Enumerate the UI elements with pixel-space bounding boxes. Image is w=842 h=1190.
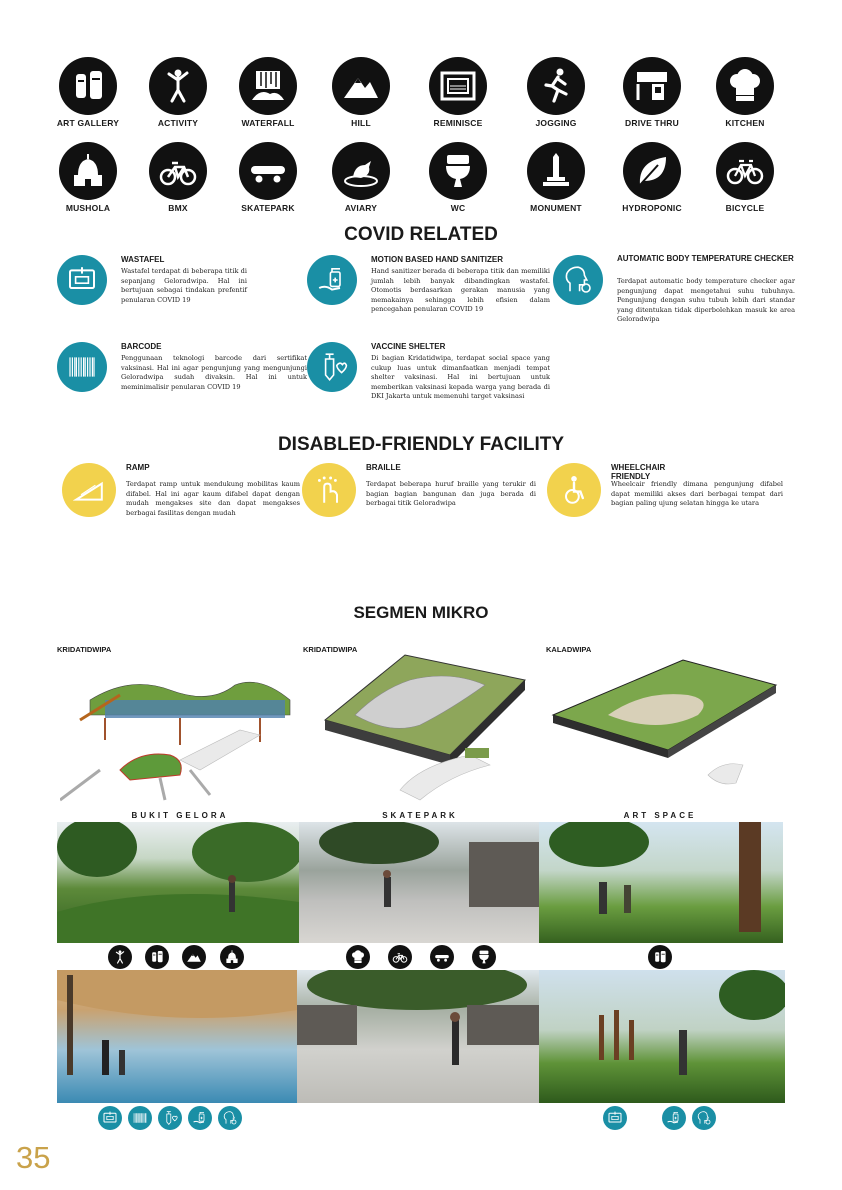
barcode-icon [57, 342, 107, 392]
facility-icon-kitchen [700, 57, 790, 128]
render-bukit-gelora-2 [57, 970, 297, 1103]
mosque-icon [220, 945, 244, 969]
covid-item-title: WASTAFEL [121, 255, 165, 264]
bmx-icon [149, 142, 207, 200]
sanitizer-icon [307, 255, 357, 305]
thermo-face-icon [692, 1106, 716, 1130]
covid-item-text: Penggunaan teknologi barcode dari sertifikat vaksinasi. Hal ini agar pengunjung yang mengunjungi Geloradwipa sudah divaksin. Hal ini untuk meminimalisir penularan COVID 19 [121, 354, 307, 391]
facility-icon-activity [133, 57, 223, 128]
render-skatepark-2 [297, 970, 539, 1103]
facility-icon-mushola [43, 142, 133, 213]
thermo-face-icon [218, 1106, 242, 1130]
facility-icon-label: AVIARY [344, 203, 378, 213]
facility-icon-jogging [511, 57, 601, 128]
axonometric-skatepark [300, 650, 540, 810]
render-art-space-1 [539, 822, 783, 943]
disabled-item-title: WHEELCHAIR FRIENDLY [611, 463, 666, 481]
frame-icon [429, 57, 487, 115]
caption-skatepark: SKATEPARK [382, 811, 458, 820]
segment-label-3: KALADWIPA [546, 645, 592, 654]
facility-icon-bmx [133, 142, 223, 213]
moai-icon [648, 945, 672, 969]
moai-icon [59, 57, 117, 115]
facility-icon-label: ACTIVITY [157, 118, 199, 128]
facility-icon-label: REMINISCE [433, 118, 483, 128]
skateboard-icon [430, 945, 454, 969]
facility-icon-label: HILL [351, 118, 371, 128]
facility-icon-monument [511, 142, 601, 213]
covid-section-title: COVID RELATED [344, 224, 498, 245]
facility-icon-label: WC [450, 203, 466, 213]
hill-icon [182, 945, 206, 969]
segment-label-2: KRIDATIDWIPA [303, 645, 358, 654]
facility-icon-wc [413, 142, 503, 213]
disabled-item-text: Wheelcair friendly dimana pengunjung difabel dapat memiliki akses dari berbagai tempat dari bagian paling ujung selatan hingga ke utara [611, 480, 783, 508]
toilet-icon [429, 142, 487, 200]
braille-icon [302, 463, 356, 517]
syringe-icon [307, 342, 357, 392]
caption-bukit-gelora: BUKIT GELORA [131, 811, 229, 820]
chef-hat-icon [716, 57, 774, 115]
person-activity-icon [108, 945, 132, 969]
facility-icon-label: DRIVE THRU [625, 118, 679, 128]
moai-icon [145, 945, 169, 969]
facility-icon-bicycle [700, 142, 790, 213]
facility-icon-label: MUSHOLA [65, 203, 111, 213]
sink-icon [603, 1106, 627, 1130]
hill-icon [332, 57, 390, 115]
sanitizer-icon [188, 1106, 212, 1130]
syringe-icon [158, 1106, 182, 1130]
sanitizer-icon [662, 1106, 686, 1130]
toilet-icon [472, 945, 496, 969]
disabled-item-text: Terdapat ramp untuk mendukung mobilitas kaum difabel. Hal ini agar kaum difabel dapat dengan mudah mengakses site dan dapat mengakses berbagai fasilitas dengan mudah [126, 480, 300, 517]
chef-hat-icon [346, 945, 370, 969]
ramp-icon [62, 463, 116, 517]
drive-thru-icon [623, 57, 681, 115]
leaf-icon [623, 142, 681, 200]
facility-icon-label: BMX [168, 203, 188, 213]
disabled-section-title: DISABLED-FRIENDLY FACILITY [277, 434, 565, 455]
axonometric-bukit-gelora [60, 660, 300, 810]
render-art-space-2 [539, 970, 785, 1103]
disabled-item-text: Terdapat beberapa huruf braille yang terukir di bagian bagian bangunan dan juga berada di berbagai titik Geloradwipa [366, 480, 536, 508]
person-activity-icon [149, 57, 207, 115]
facility-icon-label: HYDROPONIC [622, 203, 682, 213]
render-bukit-gelora-1 [57, 822, 299, 943]
bird-icon [332, 142, 390, 200]
thermo-face-icon [553, 255, 603, 305]
caption-art-space: ART SPACE [623, 811, 697, 820]
wheelchair-icon [547, 463, 601, 517]
bmx-icon [388, 945, 412, 969]
facility-icon-aviary [316, 142, 406, 213]
facility-icon-label: WATERFALL [241, 118, 295, 128]
monument-icon [527, 142, 585, 200]
covid-item-title: AUTOMATIC BODY TEMPERATURE CHECKER [617, 254, 794, 263]
facility-icon-hill [316, 57, 406, 128]
barcode-icon [128, 1106, 152, 1130]
facility-icon-skatepark [223, 142, 313, 213]
axonometric-art-space [548, 655, 783, 805]
page-number: 35 [16, 1140, 51, 1175]
runner-icon [527, 57, 585, 115]
covid-item-title: VACCINE SHELTER [371, 342, 446, 351]
facility-icon-waterfall [223, 57, 313, 128]
facility-icon-art-gallery [43, 57, 133, 128]
covid-item-text: Hand sanitizer berada di beberapa titik dan memiliki jumlah lebih banyak dibandingkan wastafel. Otomotis berdasarkan gerakan manusia yang memakainya sehingga lebih efisien dalam pencegahan penularan COVID 19 [371, 267, 550, 314]
facility-icon-reminisce [413, 57, 503, 128]
sink-icon [98, 1106, 122, 1130]
bicycle-icon [716, 142, 774, 200]
covid-item-title: BARCODE [121, 342, 162, 351]
covid-item-title: MOTION BASED HAND SANITIZER [371, 255, 503, 264]
sink-icon [57, 255, 107, 305]
facility-icon-label: ART GALLERY [56, 118, 120, 128]
render-skatepark-1 [299, 822, 539, 943]
facility-icon-drive-thru [607, 57, 697, 128]
segment-label-1: KRIDATIDWIPA [57, 645, 112, 654]
facility-icon-label: JOGGING [535, 118, 577, 128]
covid-item-text: Wastafel terdapat di beberapa titik di sepanjang Geloradwipa. Hal ini bertujuan sebagai tindakan prefentif penularan COVID 19 [121, 267, 247, 304]
disabled-item-title: BRAILLE [366, 463, 401, 472]
facility-icon-hydroponic [607, 142, 697, 213]
skateboard-icon [239, 142, 297, 200]
segmen-section-title: SEGMEN MIKRO [353, 603, 489, 622]
facility-icon-label: MONUMENT [530, 203, 582, 213]
facility-icon-label: BICYCLE [725, 203, 765, 213]
covid-item-text: Terdapat automatic body temperature checker agar pengunjung dapat mengetahui suhu tubuhnya. Pengunjung dengan suhu tubuh lebih dari standar yang ditentukan tidak diperbolehkan masuk ke area Geloradwipa [617, 277, 795, 324]
disabled-item-title: RAMP [126, 463, 150, 472]
facility-icon-label: KITCHEN [725, 118, 765, 128]
waterfall-icon [239, 57, 297, 115]
mosque-icon [59, 142, 117, 200]
facility-icon-label: SKATEPARK [241, 203, 295, 213]
covid-item-text: Di bagian Kridatidwipa, terdapat social space yang cukup luas untuk dimanfaatkan menjadi tempat shelter vaksinasi. Hal ini bertujuan untuk memberikan vaksinasi kepada warga yang berada di DKI Jakarta untuk memenuhi target vaksinasi [371, 354, 550, 401]
